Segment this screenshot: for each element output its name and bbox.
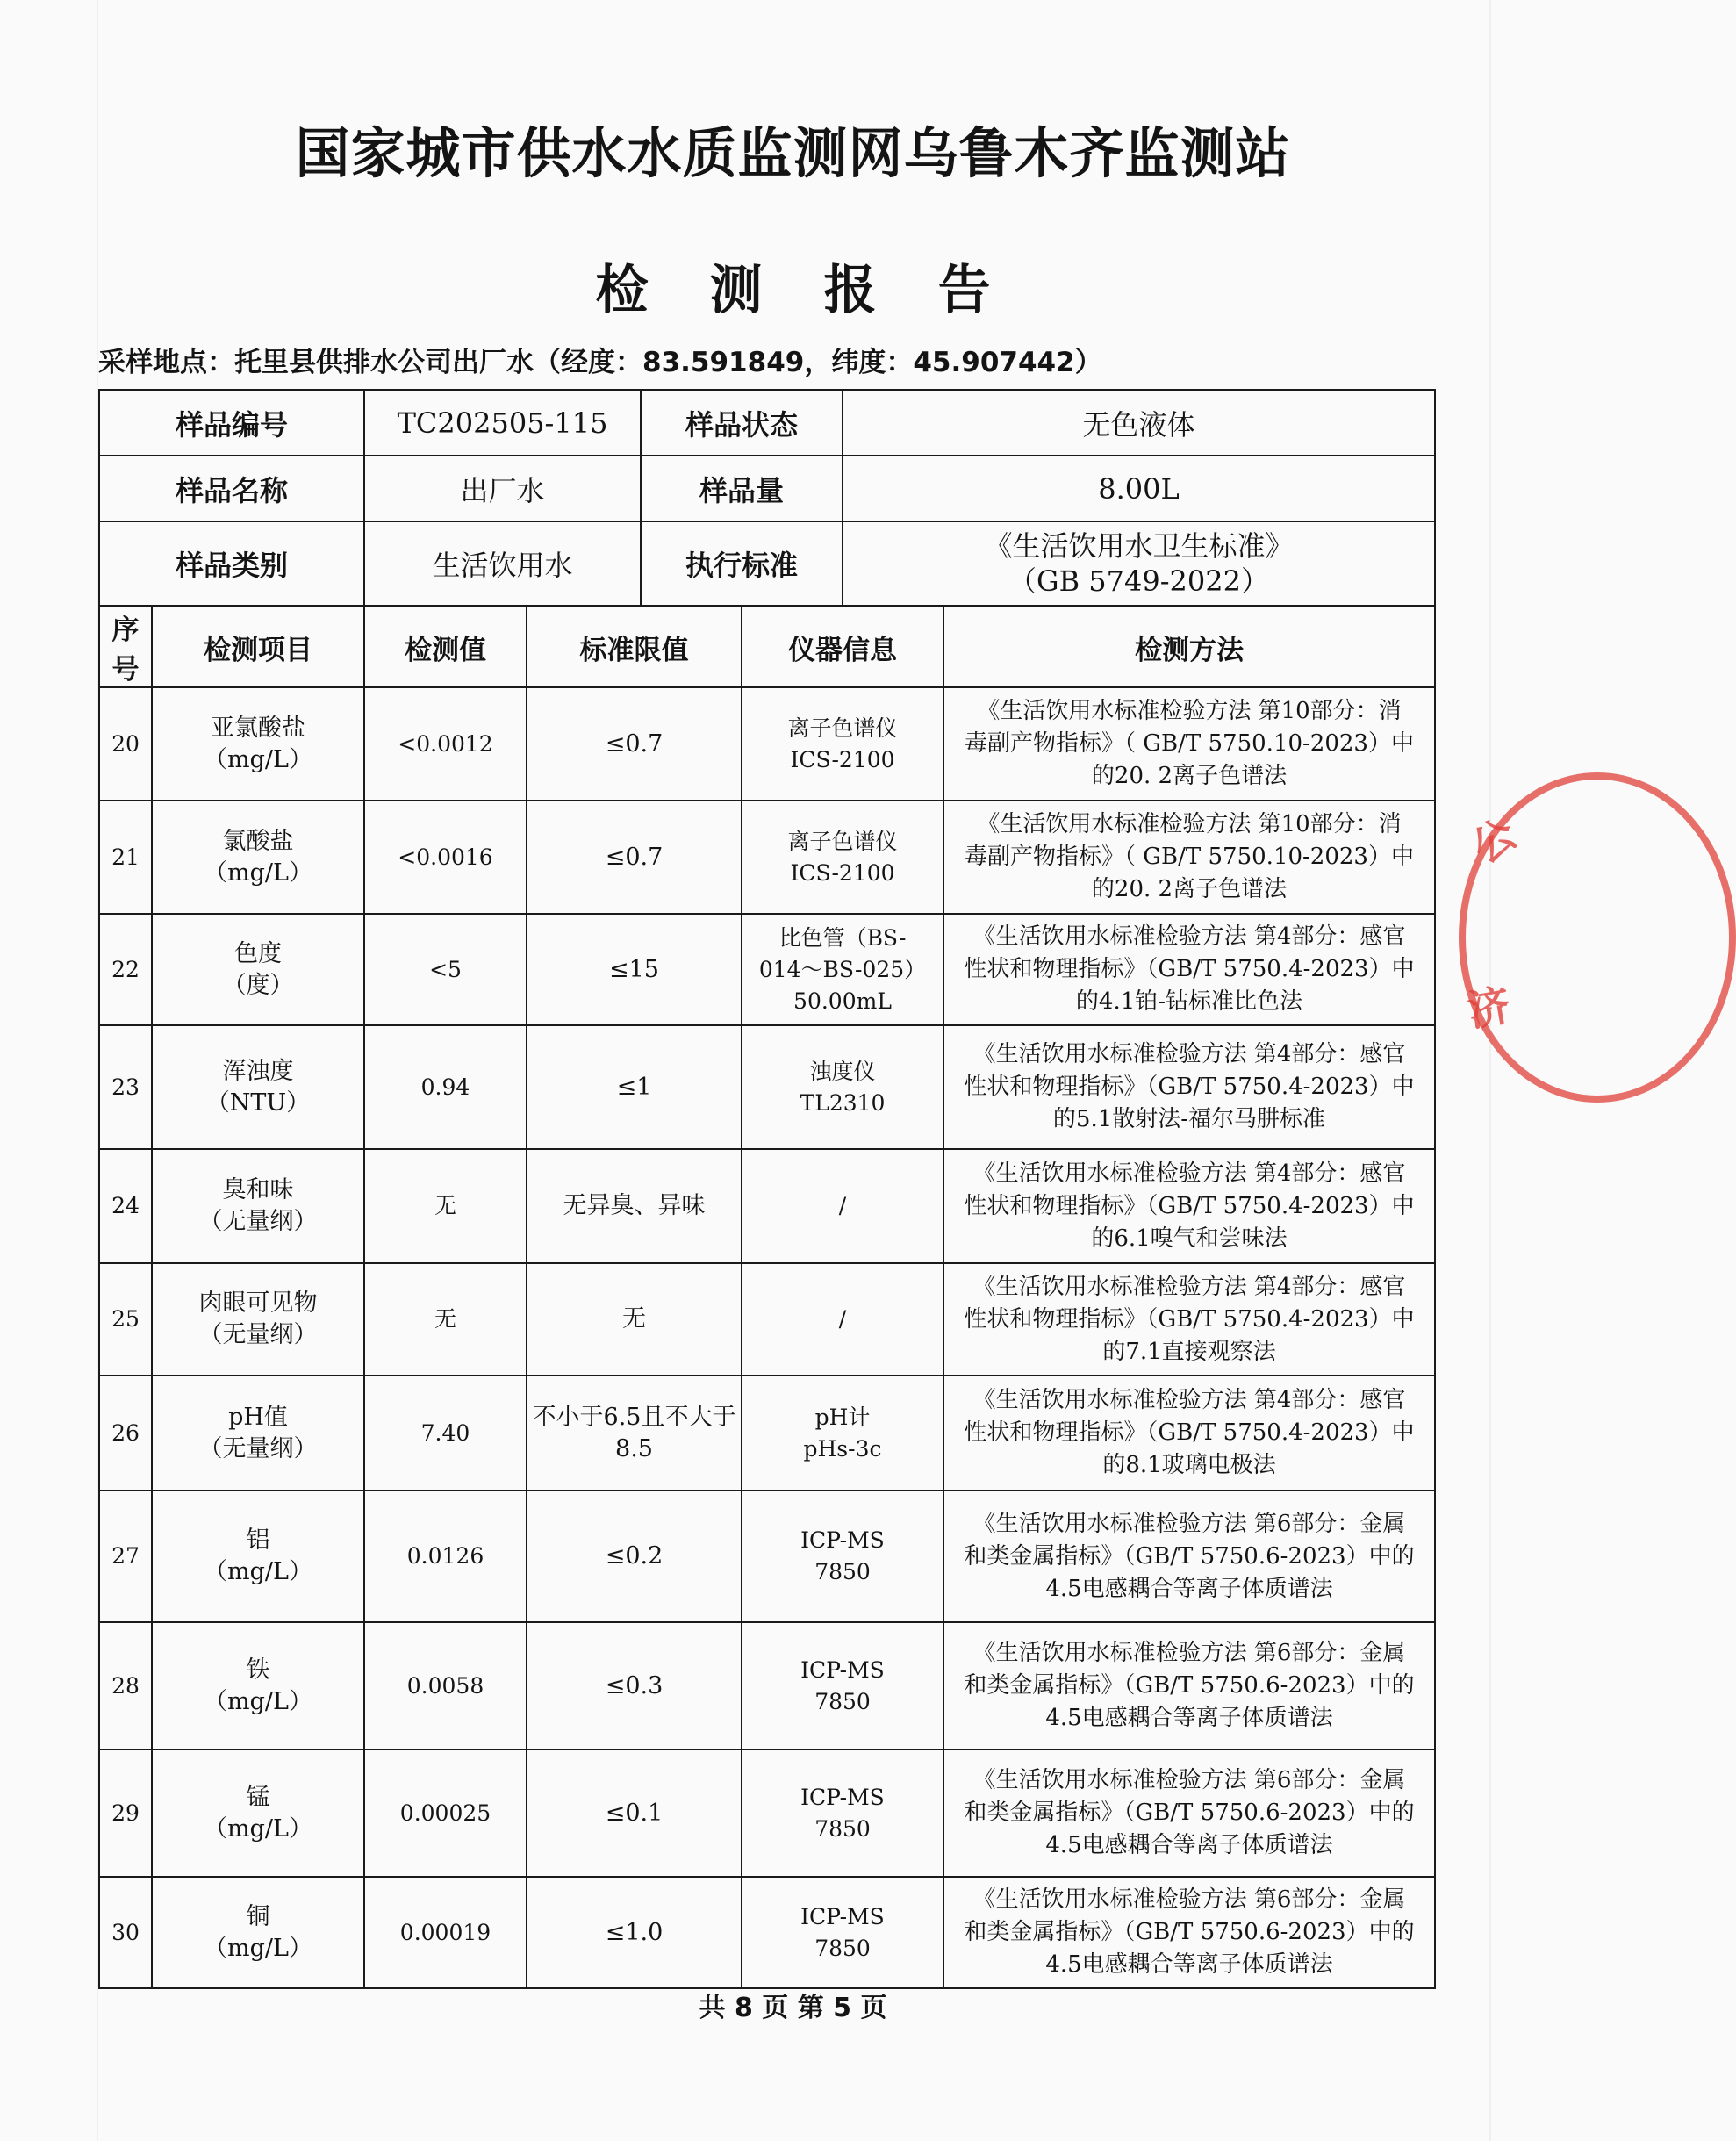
row-method-line: 《生活饮用水标准检验方法 第10部分：消 bbox=[977, 698, 1402, 724]
row-instrument-line: 014～BS-025） bbox=[758, 956, 927, 982]
header-item: 检测项目 bbox=[152, 607, 364, 687]
row-method-line: 《生活饮用水标准检验方法 第4部分：感官 bbox=[972, 1160, 1406, 1187]
row-limit-line: ≤0.7 bbox=[605, 729, 664, 758]
row-instrument-line: ICP-MS bbox=[800, 1527, 885, 1553]
row-number-line: 23 bbox=[111, 1074, 140, 1100]
row-item bbox=[152, 1622, 364, 1749]
page-number: 共 8 页 第 5 页 bbox=[699, 1993, 887, 2023]
row-number-line: 20 bbox=[111, 730, 140, 757]
header-limit: 标准限值 bbox=[527, 607, 742, 687]
row-instrument bbox=[742, 1376, 943, 1491]
row-value-line: <5 bbox=[429, 956, 462, 982]
row-limit bbox=[527, 1749, 742, 1877]
row-number bbox=[99, 1025, 152, 1149]
table-row bbox=[99, 1622, 1435, 1749]
row-method-line: 和类金属指标》（GB/T 5750.6-2023）中的 bbox=[964, 1800, 1415, 1826]
row-instrument bbox=[742, 687, 943, 801]
row-method-line: 和类金属指标》（GB/T 5750.6-2023）中的 bbox=[964, 1919, 1415, 1945]
row-method-line: 《生活饮用水标准检验方法 第6部分：金属 bbox=[972, 1640, 1406, 1666]
row-method-line: 和类金属指标》（GB/T 5750.6-2023）中的 bbox=[964, 1672, 1415, 1699]
row-method-line: 的20. 2离子色谱法 bbox=[1091, 763, 1288, 789]
row-method bbox=[943, 1263, 1435, 1376]
row-method bbox=[943, 1376, 1435, 1491]
row-method bbox=[943, 1877, 1435, 1988]
row-item bbox=[152, 1491, 364, 1622]
row-value bbox=[364, 1376, 527, 1491]
row-number bbox=[99, 914, 152, 1025]
results-table bbox=[98, 606, 1436, 1989]
row-limit bbox=[527, 801, 742, 914]
row-instrument bbox=[742, 1491, 943, 1622]
row-limit bbox=[527, 1622, 742, 1749]
row-value-line: 7.40 bbox=[420, 1419, 470, 1446]
row-method bbox=[943, 1025, 1435, 1149]
seal-char: 济 bbox=[1464, 981, 1515, 1037]
row-item bbox=[152, 1877, 364, 1988]
row-number bbox=[99, 1877, 152, 1988]
row-instrument-line: 离子色谱仪 bbox=[787, 715, 898, 741]
sample-state-value: 无色液体 bbox=[843, 390, 1435, 456]
report-title: 检测报告 bbox=[595, 260, 1052, 321]
row-limit-line: ≤0.1 bbox=[605, 1799, 664, 1827]
row-value bbox=[364, 1622, 527, 1749]
row-method-line: 的7.1直接观察法 bbox=[1102, 1338, 1276, 1365]
row-instrument-line: pH计 bbox=[814, 1404, 871, 1430]
org-title: 国家城市供水水质监测网乌鲁木齐监测站 bbox=[295, 121, 1291, 185]
row-method-line: 4.5电感耦合等离子体质谱法 bbox=[1045, 1951, 1333, 1978]
row-number bbox=[99, 801, 152, 914]
row-limit-line: ≤0.7 bbox=[605, 843, 664, 871]
row-instrument-line: ICS-2100 bbox=[790, 859, 895, 886]
row-value bbox=[364, 1749, 527, 1877]
row-method bbox=[943, 1622, 1435, 1749]
row-item-line: （无量纲） bbox=[198, 1434, 318, 1462]
info-row bbox=[99, 390, 1435, 456]
row-number-line: 28 bbox=[111, 1672, 140, 1699]
row-method-line: 和类金属指标》（GB/T 5750.6-2023）中的 bbox=[964, 1542, 1415, 1570]
row-value-line: 0.00019 bbox=[399, 1919, 491, 1945]
seal-char: 公 bbox=[1462, 808, 1526, 873]
row-item bbox=[152, 1263, 364, 1376]
row-number-line: 26 bbox=[111, 1419, 140, 1446]
sample-qty-label: 样品量 bbox=[641, 456, 843, 521]
row-method-line: 性状和物理指标》（GB/T 5750.4-2023）中 bbox=[964, 956, 1415, 982]
row-instrument-line: 7850 bbox=[814, 1559, 871, 1584]
row-method bbox=[943, 1149, 1435, 1263]
row-instrument-line: 50.00mL bbox=[793, 988, 892, 1014]
row-value-line: 0.00025 bbox=[399, 1800, 491, 1826]
standard-value bbox=[843, 521, 1435, 606]
sampling-site: 采样地点：托里县供排水公司出厂水（经度：83.591849，纬度：45.907442） bbox=[98, 347, 1102, 378]
row-method-line: 《生活饮用水标准检验方法 第4部分：感官 bbox=[972, 923, 1406, 950]
row-item-line: （mg/L） bbox=[204, 1687, 312, 1715]
results-body bbox=[99, 687, 1435, 1988]
info-row bbox=[99, 521, 1435, 606]
row-instrument-line: ICS-2100 bbox=[790, 746, 895, 772]
row-number bbox=[99, 1149, 152, 1263]
table-row bbox=[99, 1149, 1435, 1263]
standard-line-2: （GB 5749-2022） bbox=[1008, 564, 1269, 598]
row-method-line: 毒副产物指标》（ GB/T 5750.10-2023）中 bbox=[965, 844, 1414, 870]
row-limit-line: 无异臭、异味 bbox=[563, 1192, 706, 1219]
row-item bbox=[152, 914, 364, 1025]
row-limit bbox=[527, 1149, 742, 1263]
row-item bbox=[152, 1376, 364, 1491]
row-limit bbox=[527, 1025, 742, 1149]
row-value-line: <0.0016 bbox=[398, 844, 493, 870]
row-number bbox=[99, 1749, 152, 1877]
header-no: 序号 bbox=[99, 607, 152, 687]
row-value bbox=[364, 801, 527, 914]
row-value-line: 无 bbox=[434, 1193, 456, 1218]
row-limit-line: 8.5 bbox=[615, 1434, 653, 1462]
row-instrument-line: 7850 bbox=[814, 1688, 871, 1714]
row-instrument-line: ICP-MS bbox=[800, 1656, 885, 1683]
row-method bbox=[943, 801, 1435, 914]
row-method-line: 性状和物理指标》（GB/T 5750.4-2023）中 bbox=[964, 1419, 1415, 1446]
row-number bbox=[99, 1376, 152, 1491]
header-value: 检测值 bbox=[364, 607, 527, 687]
row-instrument bbox=[742, 1622, 943, 1749]
row-value bbox=[364, 1491, 527, 1622]
row-limit-line: ≤1.0 bbox=[605, 1918, 664, 1946]
standard-line-1: 《生活饮用水卫生标准》 bbox=[984, 529, 1294, 563]
header-method: 检测方法 bbox=[943, 607, 1435, 687]
sample-no-value: TC202505-115 bbox=[364, 390, 641, 456]
row-number-line: 29 bbox=[111, 1800, 140, 1826]
row-limit bbox=[527, 1491, 742, 1622]
table-row bbox=[99, 687, 1435, 801]
row-item-line: 臭和味 bbox=[222, 1176, 294, 1203]
row-item-line: 肉眼可见物 bbox=[198, 1290, 318, 1317]
row-method bbox=[943, 914, 1435, 1025]
row-limit-line: 无 bbox=[622, 1305, 646, 1333]
row-item-line: 铁 bbox=[246, 1656, 270, 1684]
row-instrument-line: ICP-MS bbox=[800, 1784, 885, 1810]
row-item bbox=[152, 1025, 364, 1149]
row-number bbox=[99, 1491, 152, 1622]
row-method-line: 的5.1散射法-福尔马肼标准 bbox=[1052, 1106, 1326, 1132]
row-instrument-line: pHs-3c bbox=[803, 1435, 882, 1462]
row-method-line: 《生活饮用水标准检验方法 第4部分：感官 bbox=[972, 1387, 1406, 1413]
results-header-row bbox=[99, 607, 1435, 687]
row-instrument-line: / bbox=[838, 1193, 847, 1218]
row-value bbox=[364, 1025, 527, 1149]
row-method-line: 《生活饮用水标准检验方法 第6部分：金属 bbox=[972, 1767, 1406, 1793]
row-method-line: 《生活饮用水标准检验方法 第4部分：感官 bbox=[972, 1273, 1406, 1300]
row-item-line: （mg/L） bbox=[204, 1934, 312, 1962]
table-row bbox=[99, 1491, 1435, 1622]
row-value-line: 0.94 bbox=[420, 1074, 470, 1100]
row-limit-line: ≤0.2 bbox=[605, 1542, 664, 1570]
row-method-line: 性状和物理指标》（GB/T 5750.4-2023）中 bbox=[964, 1074, 1415, 1100]
row-method-line: 的8.1玻璃电极法 bbox=[1102, 1452, 1276, 1478]
row-value bbox=[364, 1149, 527, 1263]
row-method-line: 4.5电感耦合等离子体质谱法 bbox=[1045, 1832, 1333, 1858]
row-item-line: （mg/L） bbox=[204, 1814, 312, 1843]
row-method bbox=[943, 687, 1435, 801]
row-method-line: 4.5电感耦合等离子体质谱法 bbox=[1045, 1705, 1333, 1731]
row-instrument bbox=[742, 1877, 943, 1988]
row-instrument bbox=[742, 1263, 943, 1376]
row-item-line: （无量纲） bbox=[198, 1321, 318, 1348]
row-limit bbox=[527, 1263, 742, 1376]
sample-state-label: 样品状态 bbox=[641, 390, 843, 456]
row-number bbox=[99, 1263, 152, 1376]
row-item bbox=[152, 1149, 364, 1263]
row-instrument bbox=[742, 1025, 943, 1149]
row-method-line: 的20. 2离子色谱法 bbox=[1091, 876, 1288, 902]
row-item-line: （mg/L） bbox=[204, 859, 312, 887]
row-item-line: （NTU） bbox=[205, 1088, 311, 1117]
row-method-line: 性状和物理指标》（GB/T 5750.4-2023）中 bbox=[964, 1305, 1415, 1333]
row-item-line: 锰 bbox=[246, 1783, 270, 1811]
sample-info-table bbox=[98, 389, 1436, 607]
row-item-line: 氯酸盐 bbox=[222, 827, 294, 855]
row-number-line: 27 bbox=[111, 1543, 140, 1569]
row-number-line: 30 bbox=[111, 1919, 140, 1945]
sample-type-value: 生活饮用水 bbox=[364, 521, 641, 606]
row-number-line: 22 bbox=[111, 956, 140, 982]
row-instrument-line: ICP-MS bbox=[800, 1903, 885, 1929]
row-method-line: 毒副产物指标》（ GB/T 5750.10-2023）中 bbox=[965, 730, 1414, 757]
row-value-line: 0.0126 bbox=[406, 1543, 484, 1569]
row-value-line: <0.0012 bbox=[398, 730, 493, 757]
red-seal-stamp bbox=[1459, 772, 1526, 1088]
standard-label: 执行标准 bbox=[641, 521, 843, 606]
table-row bbox=[99, 1376, 1435, 1491]
row-item-line: 浑浊度 bbox=[222, 1057, 294, 1085]
header-instrument: 仪器信息 bbox=[742, 607, 943, 687]
row-instrument-line: 比色管（BS- bbox=[778, 924, 907, 951]
table-row bbox=[99, 1749, 1435, 1877]
row-method-line: 《生活饮用水标准检验方法 第4部分：感官 bbox=[972, 1041, 1406, 1067]
table-row bbox=[99, 801, 1435, 914]
row-item-line: 色度 bbox=[234, 939, 282, 967]
row-item bbox=[152, 687, 364, 801]
sample-qty-value: 8.00L bbox=[843, 456, 1435, 521]
row-method-line: 《生活饮用水标准检验方法 第6部分：金属 bbox=[972, 1510, 1406, 1537]
row-item-line: （无量纲） bbox=[198, 1208, 318, 1235]
row-instrument-line: 7850 bbox=[814, 1815, 871, 1842]
row-limit bbox=[527, 914, 742, 1025]
row-method bbox=[943, 1749, 1435, 1877]
row-method-line: 4.5电感耦合等离子体质谱法 bbox=[1045, 1575, 1333, 1602]
row-item bbox=[152, 1749, 364, 1877]
row-item-line: 亚氯酸盐 bbox=[211, 714, 305, 742]
row-item bbox=[152, 801, 364, 914]
row-instrument bbox=[742, 1149, 943, 1263]
row-value bbox=[364, 1263, 527, 1376]
row-method-line: 的4.1铂-钴标准比色法 bbox=[1075, 988, 1303, 1015]
sample-type-label: 样品类别 bbox=[99, 521, 364, 606]
row-number-line: 24 bbox=[111, 1193, 140, 1218]
row-item-line: （mg/L） bbox=[204, 1558, 312, 1585]
row-limit-line: ≤15 bbox=[609, 955, 659, 983]
row-instrument-line: 7850 bbox=[814, 1935, 871, 1961]
row-instrument-line: 浊度仪 bbox=[809, 1058, 876, 1084]
row-value-line: 无 bbox=[434, 1306, 456, 1332]
row-limit bbox=[527, 1376, 742, 1491]
row-value bbox=[364, 914, 527, 1025]
row-limit bbox=[527, 1877, 742, 1988]
row-item-line: 铜 bbox=[246, 1902, 270, 1930]
row-limit-line: 不小于6.5且不大于 bbox=[532, 1403, 736, 1431]
row-item-line: （mg/L） bbox=[204, 745, 312, 773]
row-instrument-line: 离子色谱仪 bbox=[787, 828, 898, 854]
row-number-line: 21 bbox=[111, 844, 140, 870]
row-number bbox=[99, 687, 152, 801]
table-row bbox=[99, 1877, 1435, 1988]
row-instrument bbox=[742, 914, 943, 1025]
row-value bbox=[364, 687, 527, 801]
row-method-line: 《生活饮用水标准检验方法 第10部分：消 bbox=[977, 811, 1402, 837]
row-method-line: 《生活饮用水标准检验方法 第6部分：金属 bbox=[972, 1886, 1406, 1913]
row-instrument-line: / bbox=[838, 1306, 847, 1332]
sample-no-label: 样品编号 bbox=[99, 390, 364, 456]
table-row bbox=[99, 1025, 1435, 1149]
row-number-line: 25 bbox=[111, 1306, 140, 1332]
row-method bbox=[943, 1491, 1435, 1622]
row-method-line: 的6.1嗅气和尝味法 bbox=[1091, 1225, 1288, 1252]
row-instrument bbox=[742, 801, 943, 914]
table-row bbox=[99, 914, 1435, 1025]
table-row bbox=[99, 1263, 1435, 1376]
row-limit bbox=[527, 687, 742, 801]
row-value-line: 0.0058 bbox=[406, 1672, 484, 1699]
row-limit-line: ≤1 bbox=[616, 1073, 652, 1101]
sample-name-label: 样品名称 bbox=[99, 456, 364, 521]
row-item-line: pH值 bbox=[228, 1403, 288, 1431]
row-limit-line: ≤0.3 bbox=[605, 1671, 664, 1699]
row-value bbox=[364, 1877, 527, 1988]
row-method-line: 性状和物理指标》（GB/T 5750.4-2023）中 bbox=[964, 1192, 1415, 1219]
sample-name-value: 出厂水 bbox=[364, 456, 641, 521]
row-item-line: （度） bbox=[222, 971, 294, 999]
row-number bbox=[99, 1622, 152, 1749]
row-instrument bbox=[742, 1749, 943, 1877]
info-row bbox=[99, 456, 1435, 521]
row-instrument-line: TL2310 bbox=[800, 1089, 886, 1116]
row-item-line: 铝 bbox=[246, 1527, 270, 1554]
